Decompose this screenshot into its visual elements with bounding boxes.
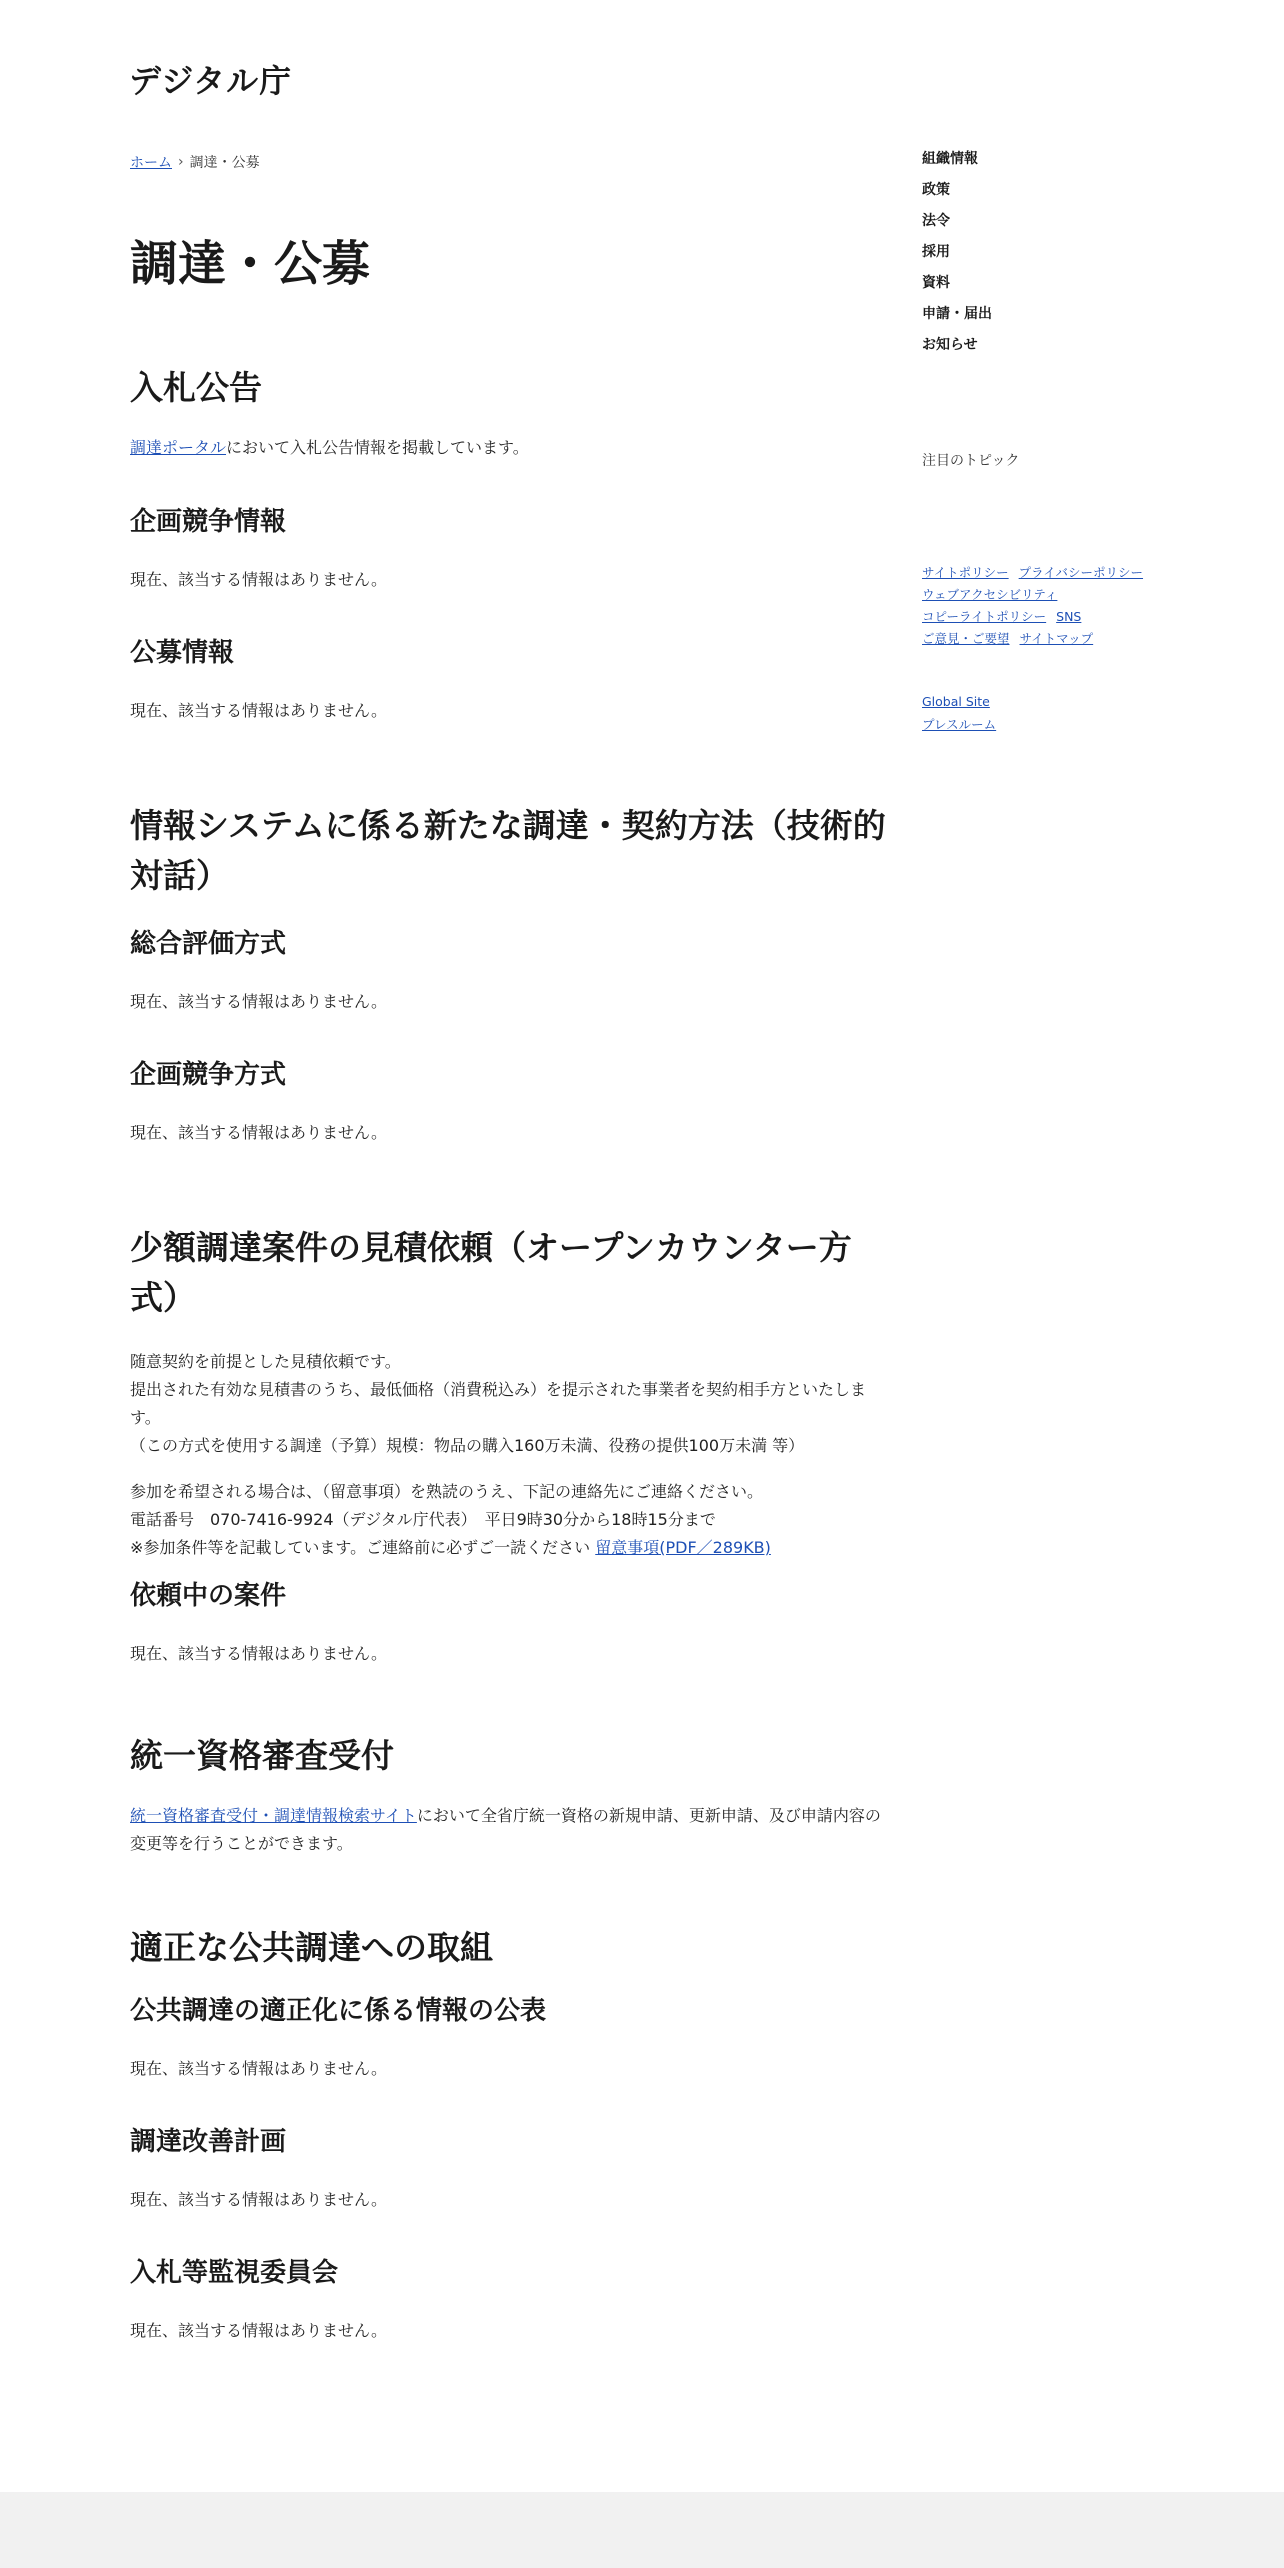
press-room-link[interactable]: プレスルーム	[922, 717, 997, 732]
sidebar	[922, 148, 1222, 365]
breadcrumb	[130, 152, 260, 172]
empty-message: 現在、該当する情報はありません。	[130, 992, 387, 1011]
main-content	[130, 236, 890, 2340]
page-title: 調達・公募	[130, 236, 371, 292]
sidebar-item-laws[interactable]: 法令	[922, 213, 950, 229]
sitemap-link[interactable]: サイトマップ	[1019, 631, 1094, 646]
procurement-portal-link[interactable]: 調達ポータル	[130, 438, 227, 457]
empty-message: 現在、該当する情報はありません。	[130, 570, 387, 589]
empty-message: 現在、該当する情報はありません。	[130, 1123, 387, 1142]
subsection-title-bid-monitoring: 入札等監視委員会	[130, 2258, 339, 2288]
section-title-small-procurement: 少額調達案件の見積依頼（オープンカウンター方式）	[130, 1228, 852, 1317]
sidebar-item-applications[interactable]: 申請・届出	[922, 306, 992, 322]
small-procurement-contact: 参加を希望される場合は、（留意事項）を熟読のうえ、下記の連絡先にご連絡ください。 電話番号 070-7416-9924（デジタル庁代表） 平日9時30分から18時15分まで ※参加条件等を記載しています。ご連絡前に必ずご一読ください 留意事項(PDF／289KB)	[130, 1482, 771, 1557]
sidebar-item-recruitment[interactable]: 採用	[922, 244, 950, 260]
unified-qualification-link[interactable]: 統一資格審査受付・調達情報検索サイト	[130, 1806, 417, 1825]
sidebar-item-organization[interactable]: 組織情報	[922, 151, 978, 167]
featured-topics-label: 注目のトピック	[922, 453, 1020, 469]
subsection-title-comprehensive-evaluation: 総合評価方式	[130, 929, 287, 959]
sidebar-item-news[interactable]: お知らせ	[922, 337, 978, 353]
section-title-unified-qualification: 統一資格審査受付	[130, 1736, 394, 1775]
empty-message: 現在、該当する情報はありません。	[130, 2059, 387, 2078]
sidebar-footer-links	[922, 562, 1182, 650]
bidding-text: 調達ポータルにおいて入札公告情報を掲載しています。	[130, 438, 529, 457]
section-title-bidding: 入札公告	[130, 368, 262, 407]
sidebar-item-policy[interactable]: 政策	[922, 182, 950, 198]
breadcrumb-current: 調達・公募	[189, 155, 260, 171]
chevron-right-icon: ›	[178, 154, 184, 170]
empty-message: 現在、該当する情報はありません。	[130, 701, 387, 720]
small-procurement-description: 随意契約を前提とした見積依頼です。 提出された有効な見積書のうち、最低価格（消費税込み）を提示された事業者を契約相手方といたします。 （この方式を使用する調達（予算）規模：物品の購入160万未満、役務の提供100万未満 等）	[130, 1352, 867, 1455]
subsection-title-public-offering: 公募情報	[130, 638, 235, 668]
page-footer	[0, 2492, 1284, 2568]
subsection-title-active-requests: 依頼中の案件	[130, 1581, 287, 1611]
feedback-link[interactable]: ご意見・ご要望	[922, 631, 1010, 646]
sidebar-item-materials[interactable]: 資料	[922, 275, 950, 291]
site-policy-link[interactable]: サイトポリシー	[922, 565, 1009, 580]
notes-pdf-link[interactable]: 留意事項(PDF／289KB)	[595, 1538, 771, 1557]
site-logo[interactable]: デジタル庁	[129, 62, 293, 100]
subsection-title-procurement-disclosure: 公共調達の適正化に係る情報の公表	[130, 1996, 547, 2026]
privacy-policy-link[interactable]: プライバシーポリシー	[1018, 565, 1144, 580]
global-site-link[interactable]: Global Site	[922, 694, 990, 709]
subsection-title-improvement-plan: 調達改善計画	[130, 2127, 287, 2157]
breadcrumb-home-link[interactable]: ホーム	[130, 155, 172, 171]
empty-message: 現在、該当する情報はありません。	[130, 1644, 387, 1663]
web-accessibility-link[interactable]: ウェブアクセシビリティ	[922, 587, 1058, 602]
section-title-proper-procurement: 適正な公共調達への取組	[130, 1928, 493, 1967]
sidebar-global-links	[922, 690, 996, 736]
empty-message: 現在、該当する情報はありません。	[130, 2190, 387, 2209]
unified-qualification-text: 統一資格審査受付・調達情報検索サイトにおいて全省庁統一資格の新規申請、更新申請、及び申請内容の変更等を行うことができます。	[130, 1806, 881, 1853]
copyright-policy-link[interactable]: コピーライトポリシー	[922, 609, 1047, 624]
subsection-title-planning-competition: 企画競争情報	[130, 507, 287, 537]
subsection-title-planning-method: 企画競争方式	[130, 1060, 287, 1090]
sidebar-nav	[922, 148, 1222, 365]
empty-message: 現在、該当する情報はありません。	[130, 2321, 387, 2340]
sns-link[interactable]: SNS	[1056, 609, 1082, 624]
section-title-it-procurement: 情報システムに係る新たな調達・契約方法（技術的対話）	[130, 806, 886, 895]
